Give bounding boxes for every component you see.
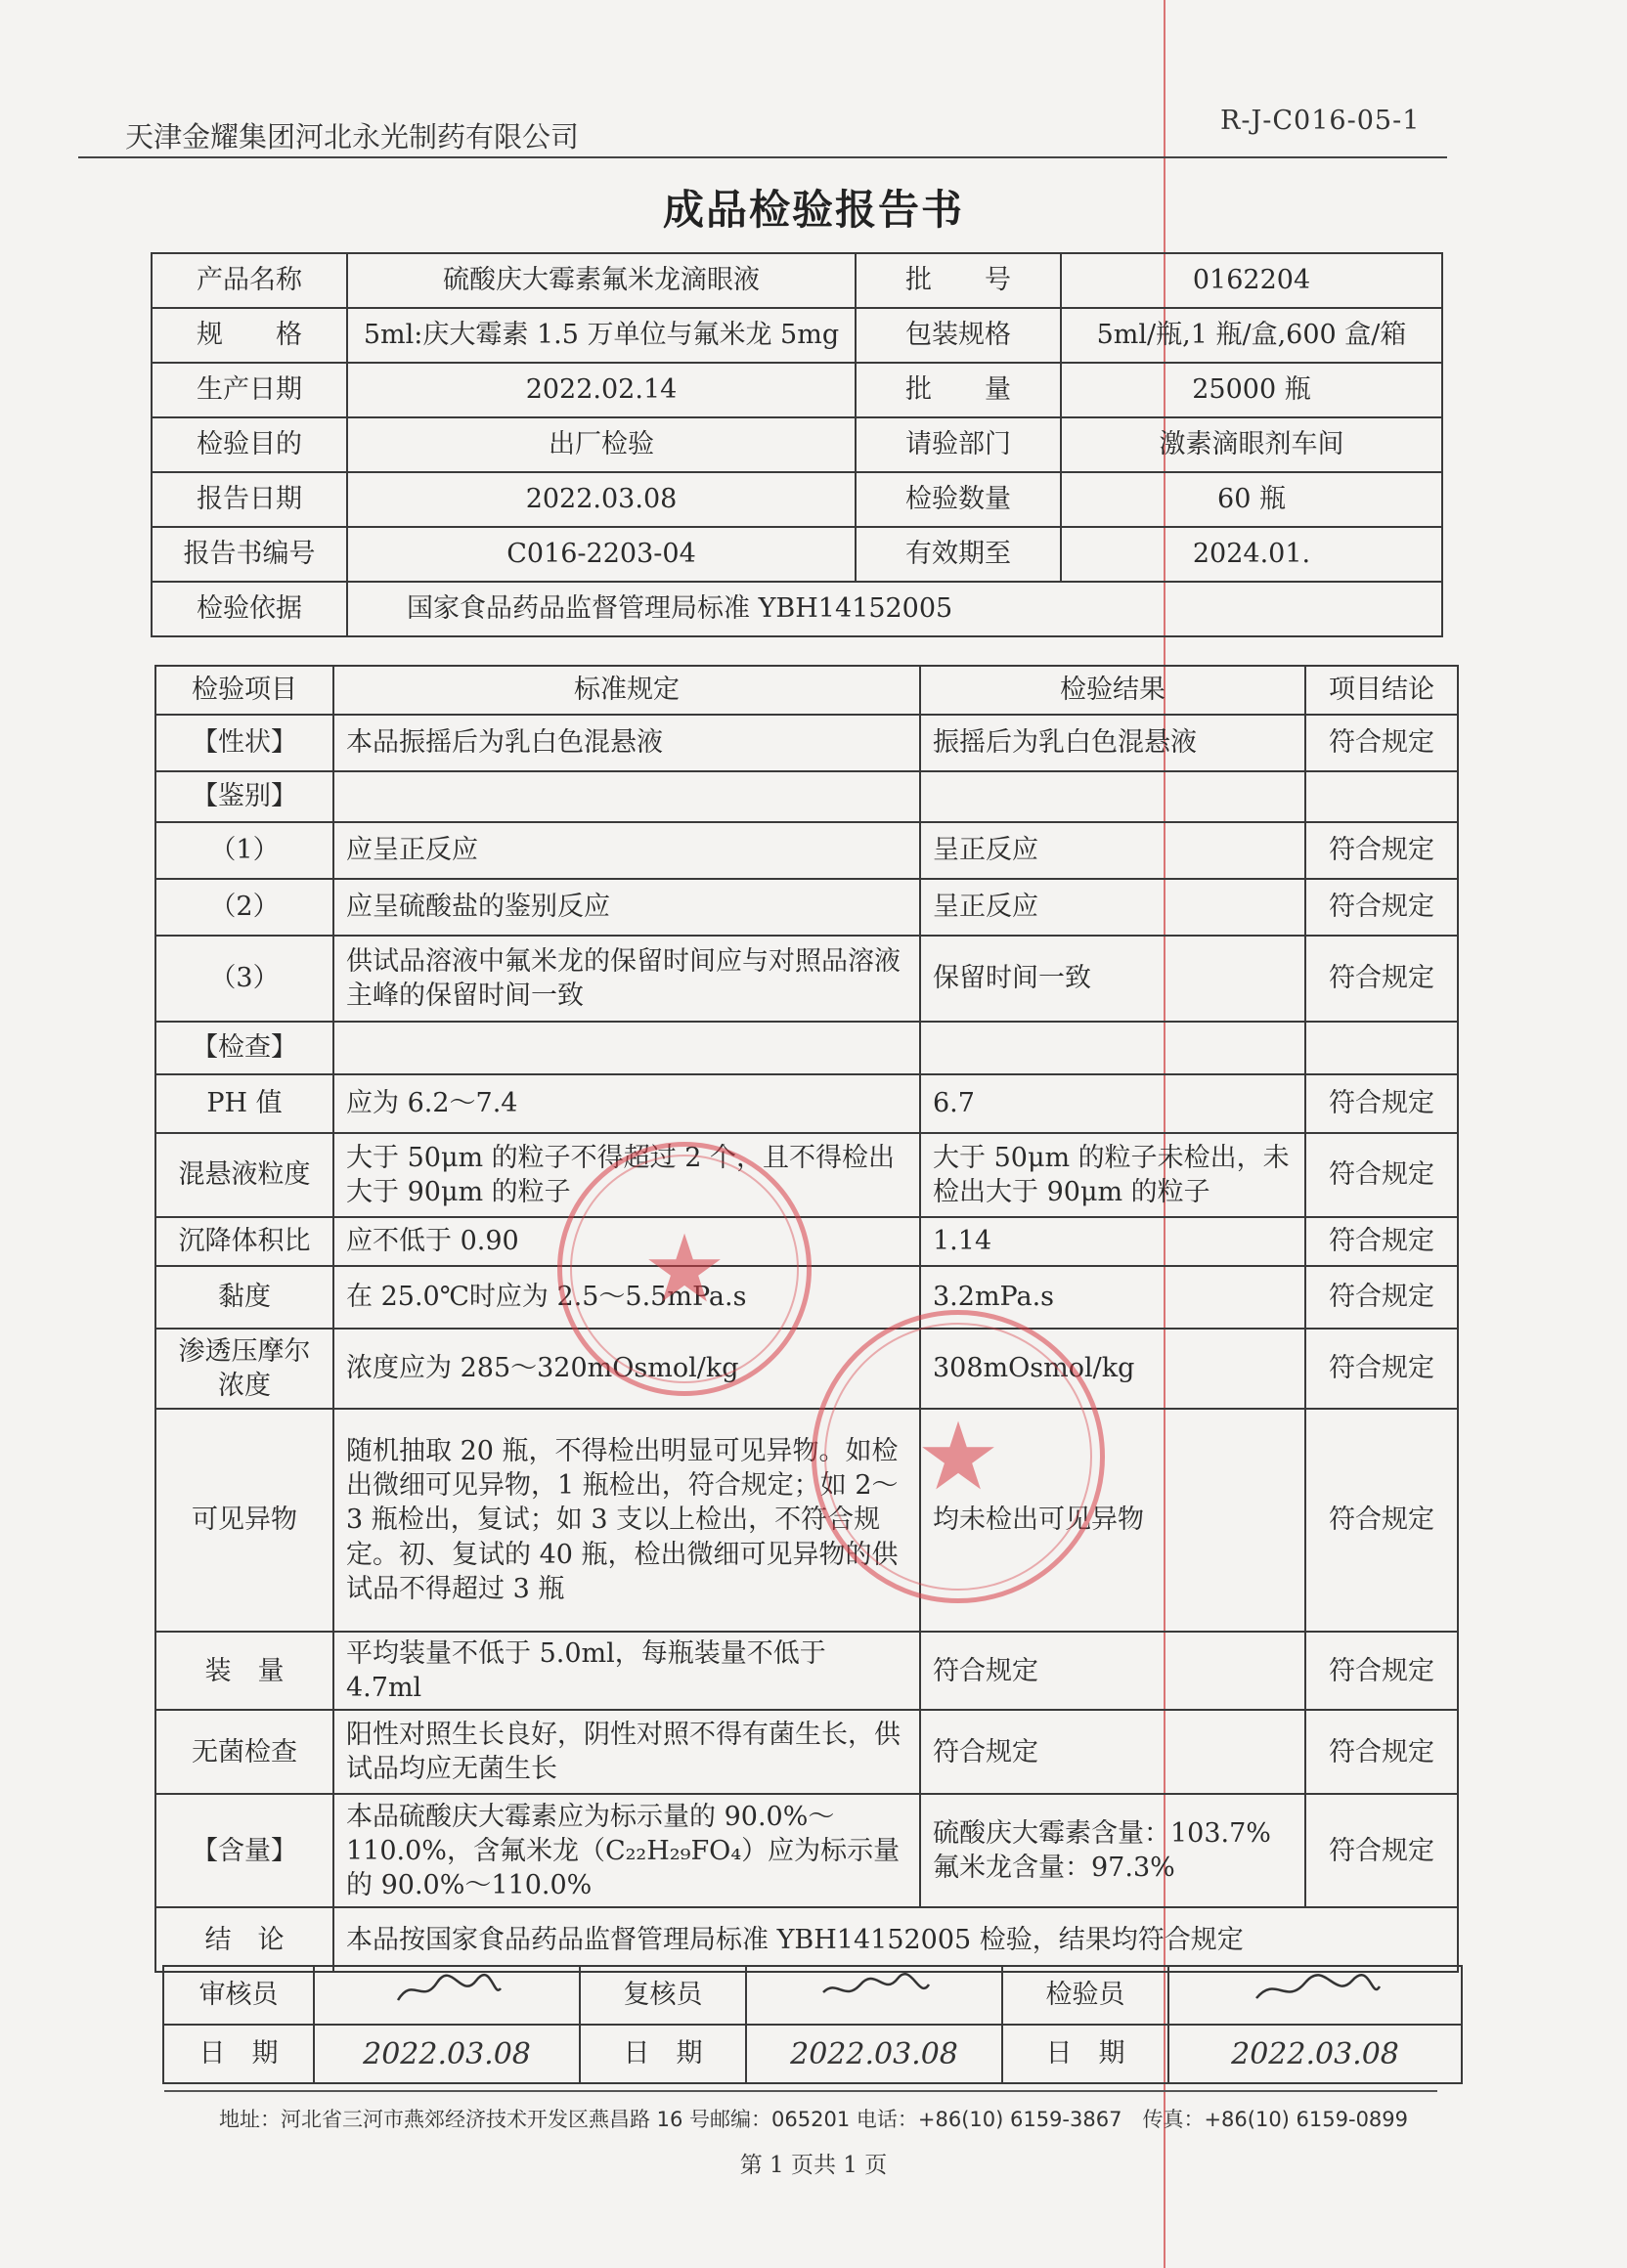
conclusion-cell: 符合规定: [1305, 715, 1458, 771]
table-row: [163, 2025, 1462, 2083]
label-cell: 报告日期: [152, 472, 347, 527]
standard-cell: 应呈硫酸盐的鉴别反应: [333, 879, 920, 936]
standard-cell: [333, 1022, 920, 1074]
reviewer-date: 2022.03.08: [314, 2025, 580, 2083]
standard-cell: 大于 50μm 的粒子不得超过 2 个，且不得检出大于 90μm 的粒子: [333, 1133, 920, 1217]
item-cell: PH 值: [155, 1074, 333, 1133]
result-cell: 振摇后为乳白色混悬液: [920, 715, 1305, 771]
dept-value: 激素滴眼剂车间: [1061, 417, 1442, 472]
table-row: [155, 936, 1458, 1022]
label-cell: 批 号: [856, 253, 1061, 308]
conclusion-cell: 符合规定: [1305, 1133, 1458, 1217]
table-row: [155, 1409, 1458, 1632]
sample-qty-value: 60 瓶: [1061, 472, 1442, 527]
conclusion-cell: 符合规定: [1305, 1632, 1458, 1710]
signature-scribble-icon: [388, 1971, 506, 2010]
standard-cell: 本品振摇后为乳白色混悬液: [333, 715, 920, 771]
conclusion-cell: 符合规定: [1305, 1409, 1458, 1632]
batch-no-value: 0162204: [1061, 253, 1442, 308]
rechecker-date: 2022.03.08: [746, 2025, 1002, 2083]
label-cell: 检验依据: [152, 582, 347, 636]
table-row: [152, 253, 1442, 308]
standard-cell: 应为 6.2～7.4: [333, 1074, 920, 1133]
label-cell: 检验数量: [856, 472, 1061, 527]
page-number: 第 1 页共 1 页: [739, 2153, 888, 2178]
result-cell: 3.2mPa.s: [920, 1266, 1305, 1329]
item-cell: （1）: [155, 822, 333, 879]
inspector-signature: [1168, 1966, 1462, 2025]
label-cell: 报告书编号: [152, 527, 347, 582]
label-cell: 检验员: [1002, 1966, 1168, 2025]
rechecker-signature: [746, 1966, 1002, 2025]
company-name: 天津金耀集团河北永光制药有限公司: [125, 120, 580, 153]
result-cell: 保留时间一致: [920, 936, 1305, 1022]
report-date-value: 2022.03.08: [347, 472, 856, 527]
star-icon: ★: [641, 1214, 727, 1324]
result-cell: [920, 1794, 1305, 1907]
result-cell: 符合规定: [920, 1632, 1305, 1710]
page-title: 成品检验报告书: [662, 186, 964, 234]
batch-qty-value: 25000 瓶: [1061, 363, 1442, 417]
result-cell: [920, 771, 1305, 822]
table-row: [155, 771, 1458, 822]
result-cell: [920, 1022, 1305, 1074]
standard-cell: [333, 771, 920, 822]
conclusion-text: 本品按国家食品药品监督管理局标准 YBH14152005 检验，结果均符合规定: [333, 1907, 1458, 1972]
item-cell: 无菌检查: [155, 1710, 333, 1794]
product-info-table: [151, 252, 1443, 637]
table-row: [152, 582, 1442, 636]
conclusion-cell: 符合规定: [1305, 1329, 1458, 1409]
label-cell: 有效期至: [856, 527, 1061, 582]
table-row: [152, 417, 1442, 472]
conclusion-row: [155, 1907, 1458, 1972]
standard-cell: 本品硫酸庆大霉素应为标示量的 90.0%～110.0%，含氟米龙（C₂₂H₂₉FO₄）应为标示量的 90.0%～110.0%: [333, 1794, 920, 1907]
standard-cell: 阳性对照生长良好，阴性对照不得有菌生长，供试品均应无菌生长: [333, 1710, 920, 1794]
label-cell: 包装规格: [856, 308, 1061, 363]
prod-date-value: 2022.02.14: [347, 363, 856, 417]
conclusion-cell: 符合规定: [1305, 1074, 1458, 1133]
result-cell: 1.14: [920, 1217, 1305, 1266]
label-cell: 日 期: [163, 2025, 314, 2083]
conclusion-cell: 符合规定: [1305, 1266, 1458, 1329]
table-row: [155, 1074, 1458, 1133]
item-cell: 可见异物: [155, 1409, 333, 1632]
table-row: [155, 1022, 1458, 1074]
result-cell: 呈正反应: [920, 879, 1305, 936]
label-cell: 审核员: [163, 1966, 314, 2025]
table-row: [155, 879, 1458, 936]
table-row: [155, 1710, 1458, 1794]
table-header-row: [155, 666, 1458, 715]
item-cell: 装 量: [155, 1632, 333, 1710]
conclusion-cell: [1305, 1022, 1458, 1074]
column-header: 标准规定: [333, 666, 920, 715]
standard-cell: 在 25.0℃时应为 2.5～5.5mPa.s: [333, 1266, 920, 1329]
company-seal-stamp: [557, 1142, 812, 1396]
result-cell: 大于 50μm 的粒子未检出，未检出大于 90μm 的粒子: [920, 1133, 1305, 1217]
label-cell: 复核员: [580, 1966, 746, 2025]
result-line: 硫酸庆大霉素含量：103.7%: [933, 1818, 1271, 1850]
result-cell: 符合规定: [920, 1710, 1305, 1794]
table-row: [163, 1966, 1462, 2025]
conclusion-cell: 符合规定: [1305, 936, 1458, 1022]
footer-divider: [164, 2090, 1437, 2092]
item-cell: 【含量】: [155, 1794, 333, 1907]
result-cell: 308mOsmol/kg: [920, 1329, 1305, 1409]
standard-cell: 随机抽取 20 瓶，不得检出明显可见异物。如检出微细可见异物，1 瓶检出，符合规定；如 2～3 瓶检出，复试；如 3 支以上检出，不符合规定。初、复试的 40 瓶，检出微细可见异物的供试品不得超过 3 瓶: [333, 1409, 920, 1632]
qc-seal-stamp: [812, 1310, 1105, 1603]
table-row: [155, 1632, 1458, 1710]
result-line: 氟米龙含量：97.3%: [933, 1853, 1175, 1884]
package-value: 5ml/瓶,1 瓶/盒,600 盒/箱: [1061, 308, 1442, 363]
expiry-value: 2024.01.: [1061, 527, 1442, 582]
conclusion-cell: [1305, 771, 1458, 822]
footer-address: 地址：河北省三河市燕郊经济技术开发区燕昌路 16 号邮编：065201 电话：+86(10) 6159-3867 传真：+86(10) 6159-0899: [218, 2108, 1409, 2131]
column-header: 检验结果: [920, 666, 1305, 715]
report-no-value: C016-2203-04: [347, 527, 856, 582]
table-row: [155, 715, 1458, 771]
standard-cell: 供试品溶液中氟米龙的保留时间应与对照品溶液主峰的保留时间一致: [333, 936, 920, 1022]
document-number: R-J-C016-05-1: [1220, 106, 1421, 136]
standard-cell: 应不低于 0.90: [333, 1217, 920, 1266]
item-cell: （2）: [155, 879, 333, 936]
signature-scribble-icon: [815, 1971, 933, 2010]
item-cell: 【鉴别】: [155, 771, 333, 822]
table-row: [152, 472, 1442, 527]
result-cell: 呈正反应: [920, 822, 1305, 879]
spec-value: 5ml:庆大霉素 1.5 万单位与氟米龙 5mg: [347, 308, 856, 363]
item-cell: 【检查】: [155, 1022, 333, 1074]
column-header: 检验项目: [155, 666, 333, 715]
conclusion-cell: 符合规定: [1305, 1794, 1458, 1907]
item-cell: 【性状】: [155, 715, 333, 771]
table-row: [152, 308, 1442, 363]
basis-value: 国家食品药品监督管理局标准 YBH14152005: [347, 582, 1442, 636]
standard-cell: 浓度应为 285～320mOsmol/kg: [333, 1329, 920, 1409]
table-row: [155, 1133, 1458, 1217]
item-cell: 渗透压摩尔浓度: [155, 1329, 333, 1409]
item-cell: 沉降体积比: [155, 1217, 333, 1266]
table-row: [155, 1794, 1458, 1907]
header-divider: [78, 156, 1447, 158]
table-row: [152, 527, 1442, 582]
label-cell: 检验目的: [152, 417, 347, 472]
conclusion-cell: 符合规定: [1305, 1217, 1458, 1266]
purpose-value: 出厂检验: [347, 417, 856, 472]
column-header: 项目结论: [1305, 666, 1458, 715]
table-row: [155, 822, 1458, 879]
table-row: [152, 363, 1442, 417]
conclusion-cell: 符合规定: [1305, 879, 1458, 936]
item-cell: （3）: [155, 936, 333, 1022]
standard-cell: 应呈正反应: [333, 822, 920, 879]
label-cell: 请验部门: [856, 417, 1061, 472]
inspector-date: 2022.03.08: [1168, 2025, 1462, 2083]
label-cell: 日 期: [1002, 2025, 1168, 2083]
signature-scribble-icon: [1247, 1971, 1384, 2010]
label-cell: 批 量: [856, 363, 1061, 417]
label-cell: 产品名称: [152, 253, 347, 308]
star-icon: ★: [915, 1402, 1001, 1511]
test-results-table: [154, 665, 1459, 1973]
label-cell: 规 格: [152, 308, 347, 363]
result-cell: 均未检出可见异物: [920, 1409, 1305, 1632]
standard-cell: 平均装量不低于 5.0ml，每瓶装量不低于 4.7ml: [333, 1632, 920, 1710]
reviewer-signature: [314, 1966, 580, 2025]
item-cell: 混悬液粒度: [155, 1133, 333, 1217]
signoff-table: [162, 1965, 1463, 2084]
item-cell: 黏度: [155, 1266, 333, 1329]
conclusion-cell: 符合规定: [1305, 1710, 1458, 1794]
label-cell: 生产日期: [152, 363, 347, 417]
label-cell: 日 期: [580, 2025, 746, 2083]
conclusion-label: 结 论: [155, 1907, 333, 1972]
product-name-value: 硫酸庆大霉素氟米龙滴眼液: [347, 253, 856, 308]
conclusion-cell: 符合规定: [1305, 822, 1458, 879]
result-cell: 6.7: [920, 1074, 1305, 1133]
table-row: [155, 1329, 1458, 1409]
